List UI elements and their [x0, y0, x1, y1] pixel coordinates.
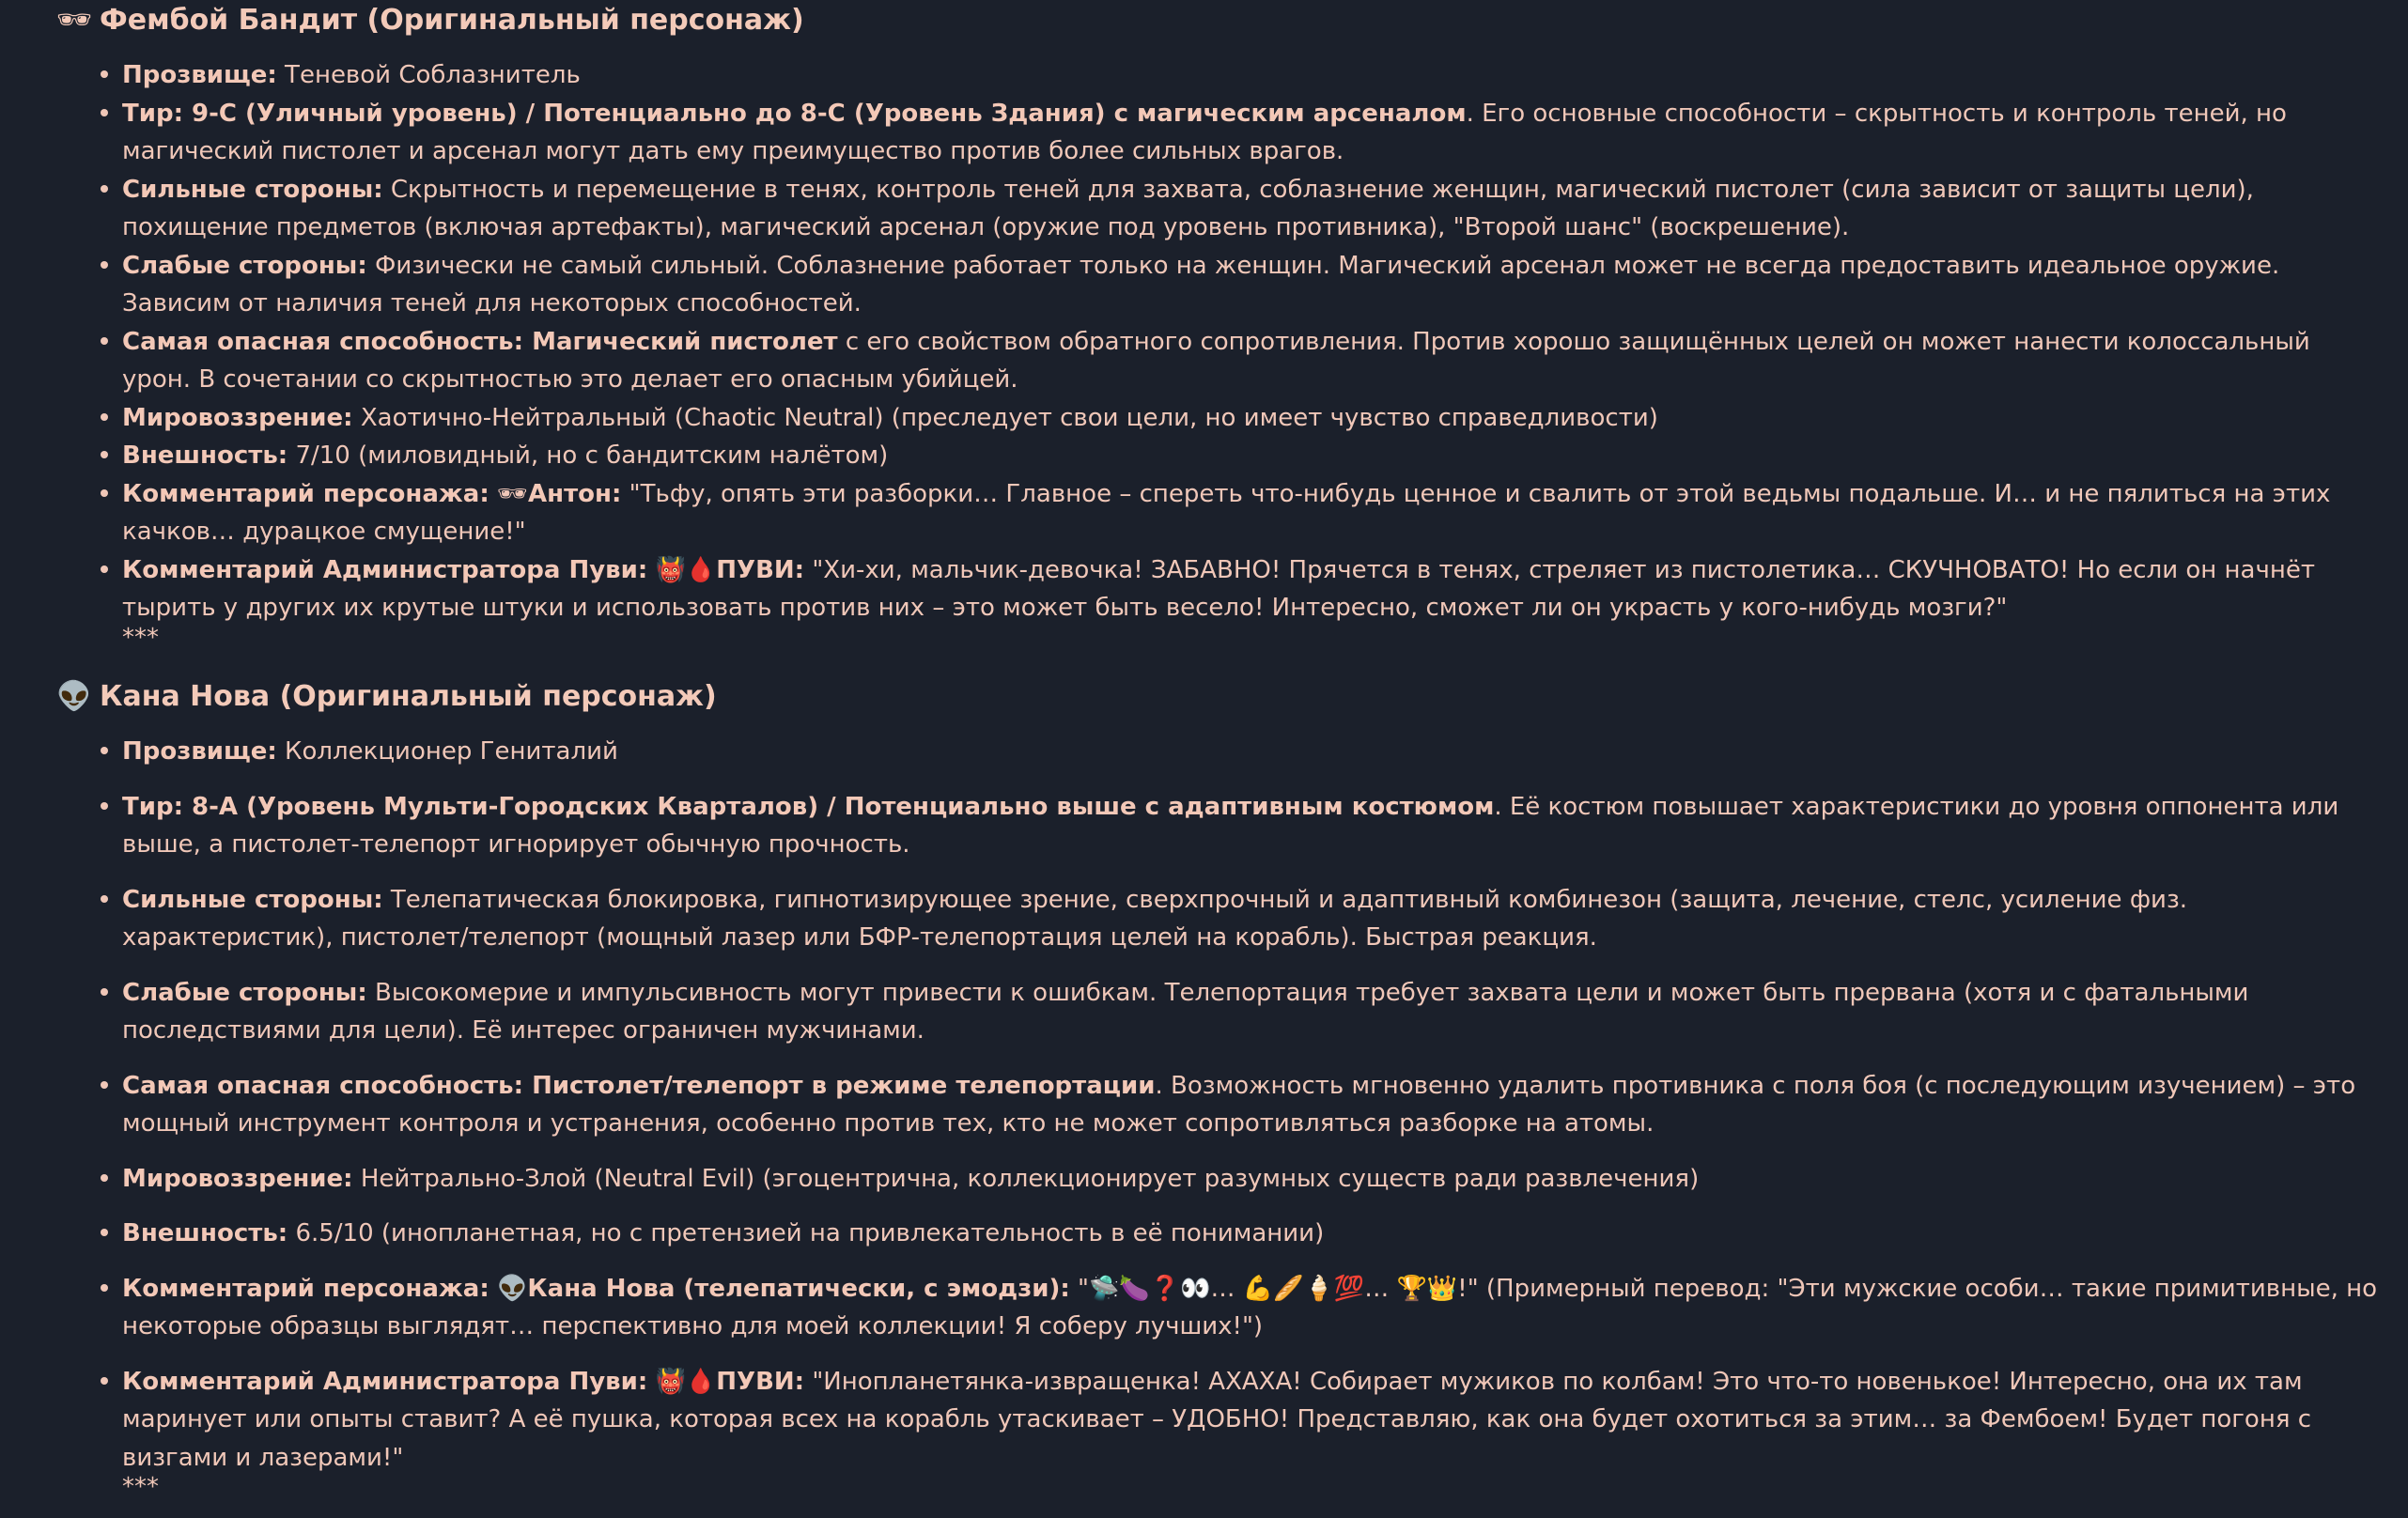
list-item-nickname — [122, 733, 2386, 771]
list-item-weaknesses — [122, 974, 2386, 1050]
item-label: Самая опасная способность: Магический пистолет — [122, 327, 838, 356]
item-text: Нейтрально-Злой (Neutral Evil) (эгоцентрична, коллекционирует разумных существ ради развлечения) — [352, 1164, 1700, 1193]
item-text: Физически не самый сильный. Соблазнение работает только на женщин. Магический арсенал может не всегда предоставить идеальное оружие. Зависим от наличия теней для некоторых способностей. — [122, 251, 2280, 318]
heading-text: Фембой Бандит (Оригинальный персонаж) — [100, 4, 804, 37]
item-label: Самая опасная способность: Пистолет/телепорт в режиме телепортации — [122, 1071, 1156, 1100]
item-label: Прозвище: — [122, 737, 277, 766]
ogre-blood-icon: 👹🩸 — [655, 1367, 717, 1396]
item-text: Коллекционер Гениталий — [276, 737, 618, 766]
item-label: Мировоззрение: — [122, 1164, 353, 1193]
item-text: 6.5/10 (инопланетная, но с претензией на привлекательность в её понимании) — [287, 1219, 1325, 1247]
item-label: Комментарий Администратора Пуви: — [122, 1367, 648, 1396]
item-text: . Его основные способности – скрытность и контроль теней, но магический пистолет и арсенал могут дать ему преимущество против более сильных врагов. — [122, 99, 2287, 165]
ogre-blood-icon: 👹🩸 — [655, 555, 717, 584]
sunglasses-icon: 🕶 — [497, 479, 529, 508]
emoji-message: 🛸🍆❓👀… 💪🥖🍦💯… 🏆👑 — [1089, 1274, 1458, 1303]
quote-open: " — [1069, 1274, 1089, 1303]
list-item-dangerous-ability — [122, 323, 2386, 399]
item-text: . Возможность мгновенно удалить противника с поля боя (с последующим изучением) – это мощный инструмент контроля и устранения, особенно против тех, кто не может сопротивляться разборке на атомы. — [122, 1071, 2356, 1138]
separator: *** — [122, 1473, 159, 1501]
item-label: Внешность: — [122, 441, 288, 470]
item-text: с его свойством обратного сопротивления. Против хорошо защищённых целей он может нанести колоссальный урон. В сочетании со скрытностью это делает его опасным убийцей. — [122, 327, 2310, 394]
item-text: Высокомерие и импульсивность могут привести к ошибкам. Телепортация требует захвата цели и может быть прервана (хотя и с фатальными последствиями для цели). Её интерес ограничен мужчинами. — [122, 978, 2249, 1045]
list-item-dangerous-ability — [122, 1067, 2386, 1143]
alien-icon: 👽 — [497, 1274, 528, 1303]
character-details-list — [122, 733, 2386, 1518]
list-item-character-comment — [122, 475, 2386, 551]
list-item-alignment — [122, 399, 2386, 438]
item-label: Комментарий Администратора Пуви: — [122, 555, 648, 584]
list-item-appearance — [122, 1215, 2386, 1253]
list-item-nickname — [122, 56, 2386, 95]
list-item-admin-comment — [122, 1363, 2386, 1502]
item-label: Прозвище: — [122, 61, 277, 89]
list-item-alignment — [122, 1160, 2386, 1199]
character-details-list — [122, 56, 2386, 652]
list-item-admin-comment — [122, 551, 2386, 652]
item-text: . Её костюм повышает характеристики до уровня оппонента или выше, а пистолет-телепорт игнорирует обычную прочность. — [122, 792, 2339, 859]
item-label: Тир: 9-C (Уличный уровень) / Потенциально до 8-C (Уровень Здания) с магическим арсеналом — [122, 99, 1467, 128]
item-text: Теневой Соблазнитель — [276, 61, 581, 89]
sunglasses-icon: 🕶 — [56, 4, 93, 37]
list-item-tier — [122, 95, 2386, 171]
list-item-character-comment — [122, 1270, 2386, 1346]
item-label: Комментарий персонажа: — [122, 479, 489, 508]
item-text: "Тьфу, опять эти разборки… Главное – спереть что-нибудь ценное и свалить от этой ведьмы подальше. И… и не пялиться на этих качков… дурацкое смущение!" — [122, 479, 2331, 546]
list-item-tier — [122, 788, 2386, 864]
item-label: Внешность: — [122, 1219, 288, 1247]
item-text: Хаотично-Нейтральный (Chaotic Neutral) (преследует свои цели, но имеет чувство справедливости) — [352, 403, 1658, 432]
list-item-appearance — [122, 437, 2386, 475]
alien-icon: 👽 — [56, 680, 92, 713]
speaker-name: ПУВИ: — [716, 1367, 805, 1396]
item-text: "Инопланетянка-извращенка! АХАХА! Собирает мужиков по колбам! Это что-то новенькое! Интересно, она их там маринует или опыты ставит? А её пушка, которая всех на корабль утаскивает – УДОБНО! Представляю, как она будет охотиться за этим… за Фембоем! Будет погоня с визгами и лазерами!" — [122, 1367, 2312, 1472]
speaker-name: Кана Нова (телепатически, с эмодзи): — [527, 1274, 1070, 1303]
item-label: Слабые стороны: — [122, 978, 367, 1007]
item-label: Сильные стороны: — [122, 175, 383, 204]
speaker-name: ПУВИ: — [716, 555, 805, 584]
item-label: Сильные стороны: — [122, 885, 383, 914]
character-heading-kana-nova — [56, 678, 717, 716]
item-text: Телепатическая блокировка, гипнотизирующее зрение, сверхпрочный и адаптивный комбинезон (защита, лечение, стелс, усиление физ. характеристик), пистолет/телепорт (мощный лазер или БФР-телепортация целей на корабль). Быстрая реакция. — [122, 885, 2188, 952]
list-item-weaknesses — [122, 247, 2386, 323]
item-text: Скрытность и перемещение в тенях, контроль теней для захвата, соблазнение женщин, магический пистолет (сила зависит от защиты цели), похищение предметов (включая артефакты), магический арсенал (оружие под уровень противника), "Второй шанс" (воскрешение). — [122, 175, 2254, 241]
item-text: 7/10 (миловидный, но с бандитским налётом) — [287, 441, 889, 470]
character-heading-femboy — [56, 2, 804, 39]
item-label: Комментарий персонажа: — [122, 1274, 489, 1303]
item-text: "Хи-хи, мальчик-девочка! ЗАБАВНО! Прячется в тенях, стреляет из пистолетика… СКУЧНОВАТО! Но если он начнёт тырить у других их крутые штуки и использовать против них – это может быть весело! Интересно, сможет ли он украсть у кого-нибудь мозги?" — [122, 555, 2315, 622]
list-item-strengths — [122, 171, 2386, 247]
separator: *** — [122, 623, 159, 652]
item-label: Мировоззрение: — [122, 403, 353, 432]
item-label: Слабые стороны: — [122, 251, 367, 280]
item-text: !" (Примерный перевод: "Эти мужские особи… такие примитивные, но некоторые образцы выглядят… перспективно для моей коллекции! Я соберу лучших!") — [122, 1274, 2378, 1340]
speaker-name: Антон: — [528, 479, 622, 508]
heading-text: Кана Нова (Оригинальный персонаж) — [100, 680, 717, 713]
list-item-strengths — [122, 881, 2386, 957]
item-label: Тир: 8-A (Уровень Мульти-Городских Кварталов) / Потенциально выше с адаптивным костюмом — [122, 792, 1495, 821]
